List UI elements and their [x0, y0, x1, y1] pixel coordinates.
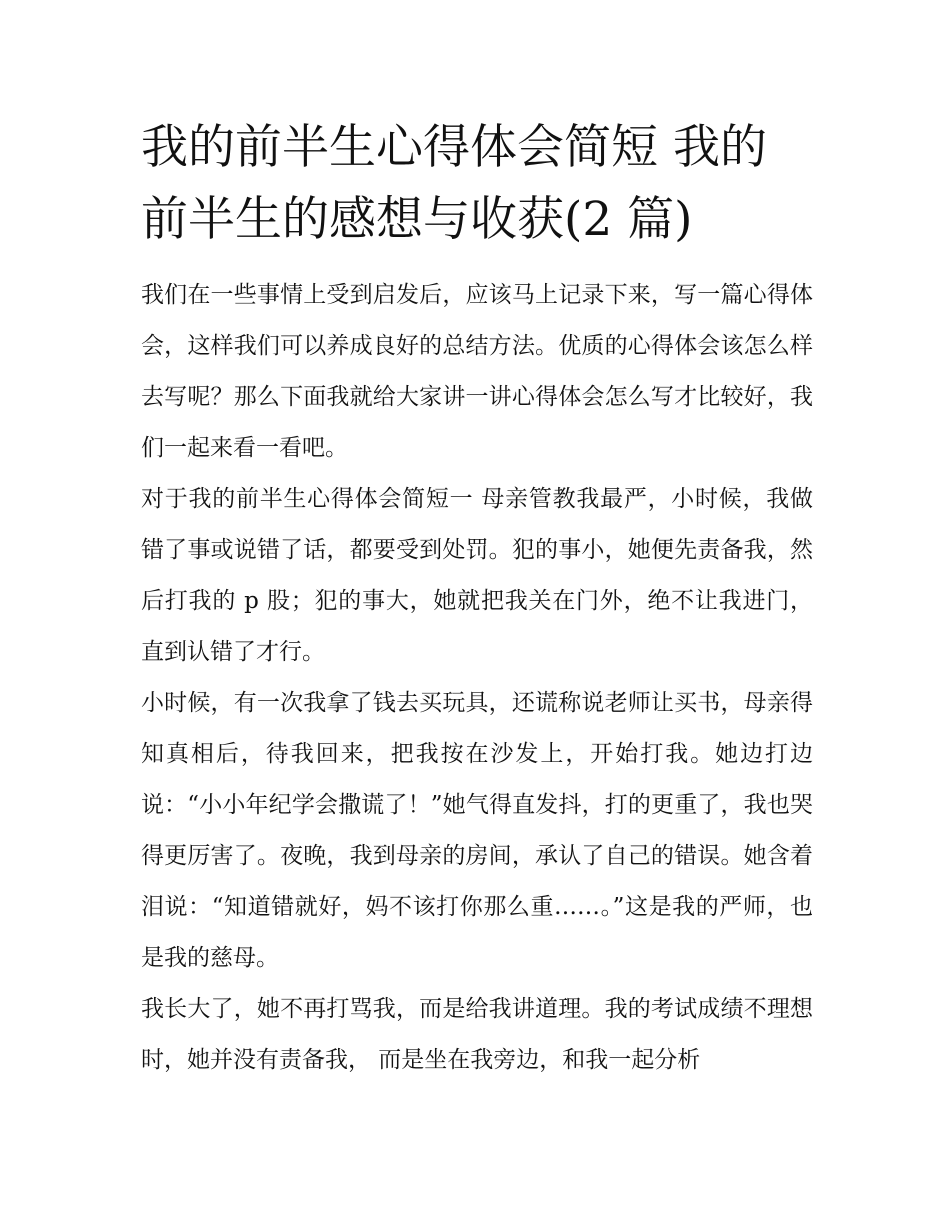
- document-page: [141, 112, 813, 1086]
- paragraph-3: 我长大了，她不再打骂我，而是给我讲道理。我的考试成绩不理想时，她并没有责备我， 而是坐在我旁边，和我一起分析: [141, 996, 813, 1073]
- paragraph-1: 对于我的前半生心得体会简短一 母亲管教我最严，小时候，我做错了事或说错了话，都要受到处罚。犯的事小，她便先责备我，然后打我的 p 股；犯的事大，她就把我关在门外，绝不让我进门，直到认错了才行。: [141, 486, 813, 665]
- document-title: 我的前半生心得体会简短 我的前半生的感想与收获(2 篇): [141, 120, 767, 247]
- paragraph-intro: 我们在一些事情上受到启发后，应该马上记录下来，写一篇心得体会，这样我们可以养成良好的总结方法。优质的心得体会该怎么样去写呢？那么下面我就给大家讲一讲心得体会怎么写才比较好，我们一起来看一看吧。: [141, 282, 813, 461]
- paragraph-2: 小时候，有一次我拿了钱去买玩具，还谎称说老师让买书，母亲得知真相后，待我回来，把我按在沙发上，开始打我。她边打边说：“小小年纪学会撒谎了！”她气得直发抖，打的更重了，我也哭得更厉害了。夜晚，我到母亲的房间，承认了自己的错误。她含着泪说：“知道错就好，妈不该打你那么重……。”这是我的严师，也是我的慈母。: [141, 690, 813, 971]
